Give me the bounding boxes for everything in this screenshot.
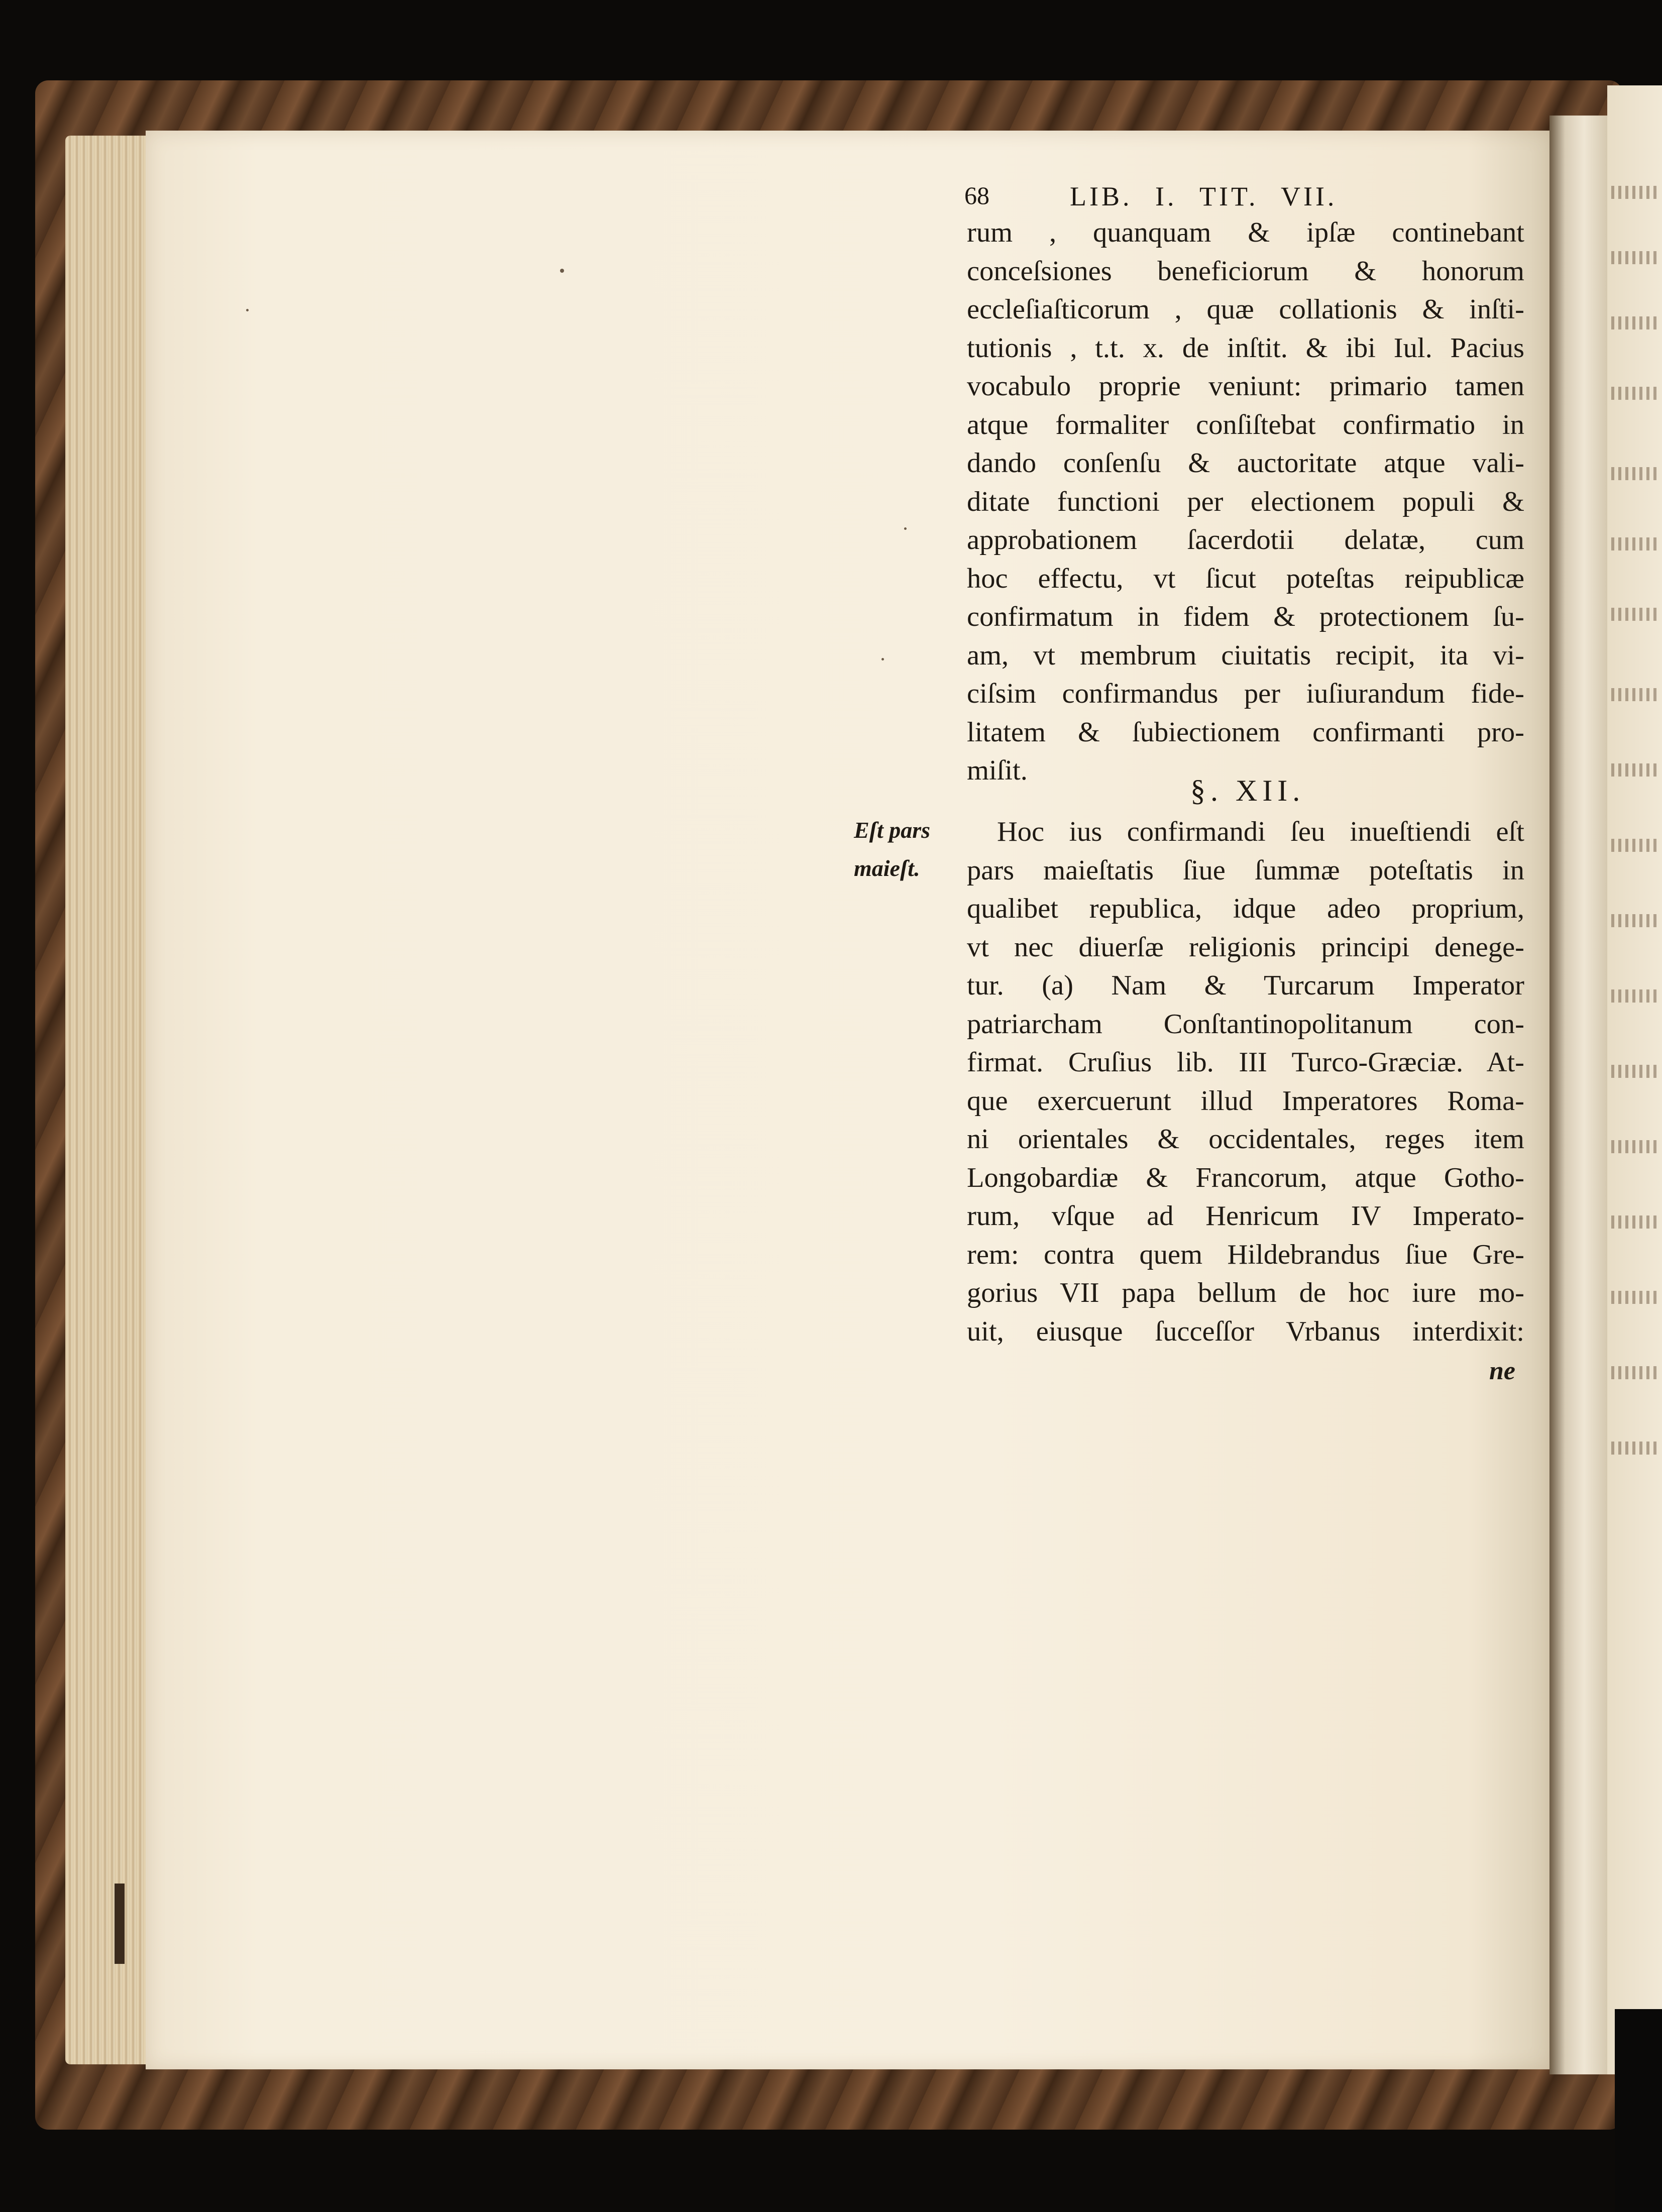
paragraph-2 — [967, 813, 1524, 1351]
catchword: ne — [1489, 1357, 1515, 1385]
text-line: litatem & ſubiectionem confirmanti pro- — [967, 716, 1524, 748]
dark-corner — [1615, 2009, 1662, 2212]
text-line: hoc effectu, vt ſicut poteſtas reipublicæ — [967, 563, 1524, 594]
book-gutter — [1549, 116, 1612, 2074]
text-line: vocabulo proprie veniunt: primario tamen — [967, 371, 1524, 402]
text-line: pars maieſtatis ſiue ſummæ poteſtatis in — [967, 854, 1524, 886]
text-line: miſit. — [967, 755, 1028, 786]
text-line: conceſsiones beneficiorum & honorum — [967, 255, 1524, 287]
running-title: LIB. I. TIT. VII. — [1070, 181, 1338, 211]
marginal-note — [854, 811, 954, 888]
text-line: rem: contra quem Hildebrandus ſiue Gre- — [967, 1239, 1524, 1270]
page-number: 68 — [964, 181, 989, 209]
text-line: qualibet republica, idque adeo proprium, — [967, 893, 1524, 924]
text-line: gorius VII papa bellum de hoc iure mo- — [967, 1277, 1524, 1308]
text-line: vt nec diuerſæ religionis principi denege- — [967, 931, 1524, 963]
text-line: tur. (a) Nam & Turcarum Imperator — [967, 970, 1524, 1001]
marginal-note-line: maieſt. — [854, 855, 920, 881]
text-line: ciſsim confirmandus per iuſiurandum fide- — [967, 678, 1524, 709]
paper-speck — [881, 658, 884, 660]
text-line: uit, eiusque ſucceſſor Vrbanus interdixit: — [967, 1315, 1524, 1347]
section-heading: §. XII. — [1190, 774, 1305, 807]
text-line: approbationem ſacerdotii delatæ, cum — [967, 524, 1524, 556]
text-line: ditate functioni per electionem populi & — [967, 486, 1524, 517]
paper-speck — [246, 309, 249, 311]
facing-page-edge — [1607, 85, 1662, 2074]
text-line: Longobardiæ & Francorum, atque Gotho- — [967, 1162, 1524, 1193]
text-line: ni orientales & occidentales, reges item — [967, 1124, 1524, 1155]
text-line: firmat. Cruſius lib. III Turco-Græciæ. At- — [967, 1047, 1524, 1078]
text-line: que exercuerunt illud Imperatores Roma- — [967, 1085, 1524, 1117]
marginal-note-line: Eſt pars — [854, 817, 931, 843]
paper-speck — [560, 269, 564, 273]
text-line: Hoc ius confirmandi ſeu inueſtiendi eſt — [997, 816, 1524, 847]
paper-speck — [904, 527, 907, 530]
text-line: dando conſenſu & auctoritate atque vali- — [967, 448, 1524, 479]
text-line: tutionis , t.t. x. de inſtit. & ibi Iul. Pacius — [967, 332, 1524, 364]
text-line: rum, vſque ad Henricum IV Imperato- — [967, 1200, 1524, 1232]
text-line: rum , quanquam & ipſæ continebant — [967, 217, 1524, 248]
paragraph-1 — [967, 213, 1524, 790]
text-line: am, vt membrum ciuitatis recipit, ita vi- — [967, 639, 1524, 671]
text-line: patriarcham Conſtantinopolitanum con- — [967, 1008, 1524, 1040]
text-line: confirmatum in fidem & protectionem ſu- — [967, 601, 1524, 632]
text-line: eccleſiaſticorum , quæ collationis & inſti- — [967, 294, 1524, 325]
text-line: atque formaliter conſiſtebat confirmatio in — [967, 409, 1524, 440]
